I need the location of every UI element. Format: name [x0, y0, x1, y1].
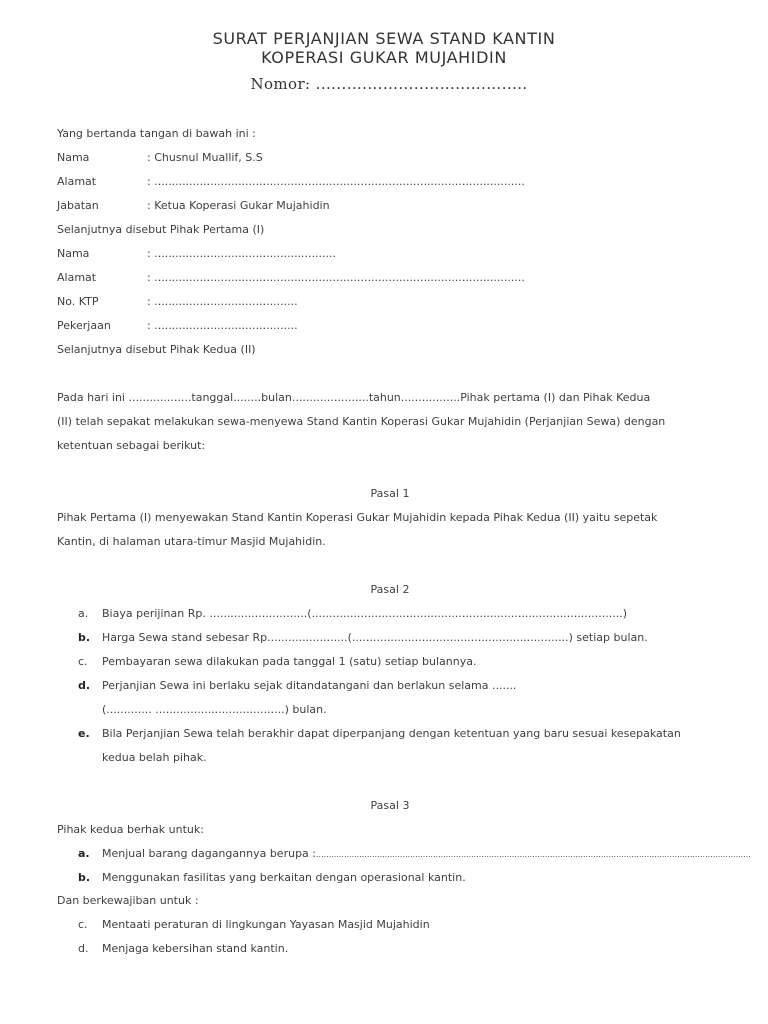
party2-nama-label: Nama — [57, 247, 90, 260]
pasal3-rights-intro: Pihak kedua berhak untuk: — [57, 823, 204, 836]
party1-nama-value: : Chusnul Muallif, S.S — [147, 151, 263, 164]
pasal3-right-marker: a. — [78, 847, 90, 860]
pasal3-duty-text: Mentaati peraturan di lingkungan Yayasan Masjid Mujahidin — [102, 918, 430, 931]
party2-pekerjaan-value: : ......................................... — [147, 319, 298, 332]
pasal1-line2: Kantin, di halaman utara-timur Masjid Mujahidin. — [57, 535, 326, 548]
party2-pekerjaan-label: Pekerjaan — [57, 319, 111, 332]
pasal2-item-continuation: kedua belah pihak. — [102, 751, 207, 764]
pasal2-item-marker: d. — [78, 679, 91, 692]
opening-line2: (II) telah sepakat melakukan sewa-menyewa Stand Kantin Koperasi Gukar Mujahidin (Perjanjian Sewa) dengan — [57, 415, 666, 428]
pasal2-item-text: Pembayaran sewa dilakukan pada tanggal 1 (satu) setiap bulannya. — [102, 655, 477, 668]
pasal3-duty-text: Menjaga kebersihan stand kantin. — [102, 942, 289, 955]
intro-text: Yang bertanda tangan di bawah ini : — [57, 127, 256, 140]
pasal3-duty-marker: c. — [78, 918, 88, 931]
pasal2-heading: Pasal 2 — [370, 583, 410, 596]
party2-alamat-label: Alamat — [57, 271, 97, 284]
pasal2-item-text: Biaya perijinan Rp. ............................(.........................................................................................) — [102, 607, 628, 620]
party2-designation: Selanjutnya disebut Pihak Kedua (II) — [57, 343, 256, 356]
party1-alamat-value: : .......................................................................................................... — [147, 175, 525, 188]
pasal2-item-continuation: (............. .....................................) bulan. — [102, 703, 327, 716]
pasal2-item-marker: a. — [78, 607, 89, 620]
pasal3-right-label: Menjual barang dagangannya berupa : — [102, 847, 316, 860]
pasal3-duty-marker: d. — [78, 942, 89, 955]
pasal3-right-text: Menggunakan fasilitas yang berkaitan dengan operasional kantin. — [102, 871, 466, 884]
opening-line3: ketentuan sebagai berikut: — [57, 439, 206, 452]
pasal3-duties-intro: Dan berkewajiban untuk : — [57, 894, 199, 907]
pasal2-item-text: Perjanjian Sewa ini berlaku sejak ditandatangani dan berlakun selama ....... — [102, 679, 517, 692]
party2-ktp-label: No. KTP — [57, 295, 99, 308]
pasal3-right-dots: ........................................................................................................................................................................... — [316, 850, 751, 859]
party1-nama-label: Nama — [57, 151, 90, 164]
document-number: Nomor: ......................................... — [250, 75, 528, 93]
pasal2-item-marker: b. — [78, 631, 91, 644]
pasal1-line1: Pihak Pertama (I) menyewakan Stand Kantin Koperasi Gukar Mujahidin kepada Pihak Kedua (II) yaitu sepetak — [57, 511, 658, 524]
document-title-line1: SURAT PERJANJIAN SEWA STAND KANTIN — [212, 29, 556, 48]
pasal3-right-marker: b. — [78, 871, 91, 884]
pasal1-heading: Pasal 1 — [370, 487, 410, 500]
opening-line1: Pada hari ini ..................tanggal........bulan......................tahun.................Pihak pertama (I) dan Pihak Kedua — [57, 391, 651, 404]
pasal2-item-marker: e. — [78, 727, 90, 740]
party2-nama-value: : .................................................... — [147, 247, 337, 260]
pasal2-item-text: Harga Sewa stand sebesar Rp.......................(..............................................................) setiap bulan. — [102, 631, 648, 644]
party2-alamat-value: : .......................................................................................................... — [147, 271, 525, 284]
document-title-line2: KOPERASI GUKAR MUJAHIDIN — [261, 48, 507, 67]
party2-ktp-value: : ......................................... — [147, 295, 298, 308]
party1-alamat-label: Alamat — [57, 175, 97, 188]
pasal3-heading: Pasal 3 — [370, 799, 410, 812]
pasal3-right-text — [102, 847, 751, 862]
party1-jabatan-value: : Ketua Koperasi Gukar Mujahidin — [147, 199, 330, 212]
party1-designation: Selanjutnya disebut Pihak Pertama (I) — [57, 223, 265, 236]
party1-jabatan-label: Jabatan — [57, 199, 99, 212]
pasal2-item-text: Bila Perjanjian Sewa telah berakhir dapat diperpanjang dengan ketentuan yang baru sesuai kesepakatan — [102, 727, 681, 740]
pasal2-item-marker: c. — [78, 655, 88, 668]
